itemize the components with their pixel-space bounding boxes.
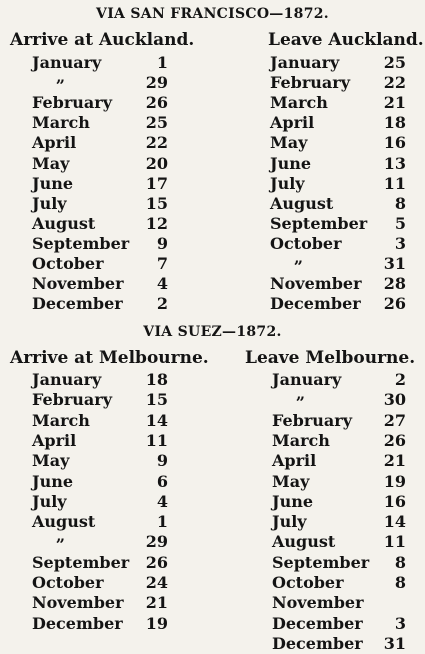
day-value: 29 [145,73,168,93]
day-value: 1 [156,512,168,532]
table-row [32,492,168,512]
day-value: 9 [156,233,168,253]
month-label: December [272,613,363,633]
month-label: December [272,633,363,653]
header-leave-auckland: Leave Auckland. [268,30,424,50]
table-row [32,174,168,194]
day-value: 26 [383,430,406,450]
day-value: 21 [145,593,168,613]
day-value: 24 [145,573,168,592]
month-label: June [270,153,312,173]
month-label: October [272,573,344,592]
day-value: 13 [383,153,406,173]
day-value: 5 [394,213,406,233]
table-row [32,274,168,294]
day-value: 26 [145,93,168,113]
day-value: 8 [394,552,406,572]
day-value: 14 [145,410,168,430]
table-row [272,384,406,410]
day-value: 22 [145,133,168,153]
day-value: 11 [383,532,406,552]
month-label: May [32,153,70,173]
table-row [32,194,168,214]
day-value: 6 [156,471,168,491]
table-row [272,593,406,613]
table-row [32,431,168,451]
month-label: March [32,410,90,430]
day-value: 16 [383,133,406,153]
table-row [270,73,406,93]
month-label: September [32,552,130,572]
header-arrive-auckland: Arrive at Auckland. [10,30,195,50]
table-row [270,113,406,133]
table-row [272,492,406,512]
table-row [32,573,168,593]
month-label: May [272,471,310,491]
day-value: 8 [394,193,406,213]
day-value: 25 [145,113,168,133]
day-value: 3 [394,613,406,633]
table-row [272,532,406,552]
table-row [32,294,168,314]
table-row [32,133,168,153]
month-label: February [272,410,353,430]
table-row [32,254,168,274]
table-row [32,113,168,133]
day-value: 4 [156,491,168,511]
month-label: February [32,390,113,410]
month-label: April [272,451,317,471]
table-row [32,93,168,113]
table-row [270,174,406,194]
table-row [32,512,168,532]
table-row [32,390,168,410]
table-row [272,370,406,390]
month-label: August [32,512,96,532]
day-value: 18 [145,370,168,389]
day-value: 31 [383,254,406,273]
day-value: 15 [145,193,168,213]
day-value: 30 [383,390,406,410]
day-value: 11 [383,173,406,193]
month-label: March [270,93,328,113]
day-value: 16 [383,491,406,511]
day-value: 21 [383,93,406,113]
table-row [270,154,406,174]
month-label: September [32,233,130,253]
month-label: June [32,173,74,193]
day-value: 27 [383,410,406,430]
month-label: March [272,430,330,450]
month-label: December [270,294,361,314]
month-label: February [270,73,351,93]
month-label: „ [56,67,66,87]
header-leave-melbourne: Leave Melbourne. [245,348,416,368]
month-label: January [272,370,342,389]
day-value: 11 [145,430,168,450]
month-label: July [32,193,67,213]
month-label: May [270,133,308,153]
table-row [272,553,406,573]
month-label: „ [56,526,66,546]
day-value: 25 [383,53,406,72]
day-value: 26 [145,552,168,572]
table-row [270,133,406,153]
day-value: 7 [156,254,168,273]
month-label: July [272,512,307,532]
day-value: 19 [383,471,406,491]
table-row [32,214,168,234]
month-label: „ [296,384,306,404]
day-value: 22 [383,73,406,93]
month-label: July [270,173,305,193]
table-row [270,194,406,214]
month-label: April [270,113,315,133]
table-row [32,593,168,613]
table-row [270,248,406,274]
table-row [272,573,406,593]
day-value: 14 [383,512,406,532]
month-label: August [32,213,96,233]
table-row [272,472,406,492]
month-label: February [32,93,113,113]
month-label: November [272,593,364,613]
table-row [270,294,406,314]
month-label: September [272,552,370,572]
day-value: 19 [145,613,168,633]
month-label: April [32,430,77,450]
table-row [32,411,168,431]
table-row [32,234,168,254]
day-value: 12 [145,213,168,233]
month-label: August [272,532,336,552]
day-value: 28 [383,274,406,294]
month-label: „ [294,248,304,267]
month-label: August [270,193,334,213]
table-row [272,512,406,532]
month-label: October [32,573,104,592]
table-row [32,614,168,634]
table-row [32,370,168,390]
month-label: December [32,613,123,633]
month-label: June [32,471,74,491]
table-row [272,431,406,451]
month-label: September [270,213,368,233]
month-label: November [32,593,124,613]
heading-suez: VIA SUEZ—1872. [143,324,282,340]
table-row [270,274,406,294]
month-label: December [32,294,123,314]
month-label: April [32,133,77,153]
month-label: January [32,53,102,72]
day-value: 15 [145,390,168,410]
table-row [32,526,168,552]
table-row [32,472,168,492]
table-row [272,614,406,634]
day-value: 20 [145,153,168,173]
table-row [32,553,168,573]
table-row [32,451,168,471]
day-value: 26 [383,294,406,314]
day-value: 29 [145,532,168,552]
month-label: May [32,451,70,471]
table-row [270,214,406,234]
day-value: 1 [156,53,168,72]
day-value: 3 [394,233,406,253]
heading-san-francisco: VIA SAN FRANCISCO—1872. [96,6,329,22]
day-value: 9 [156,451,168,471]
month-label: October [32,254,104,273]
table-row [270,234,406,254]
table-row [270,93,406,113]
table-row [32,53,168,73]
table-row [32,67,168,93]
day-value: 8 [394,573,406,592]
table-row [272,411,406,431]
month-label: November [270,274,362,294]
table-row [32,154,168,174]
day-value: 21 [383,451,406,471]
month-label: January [32,370,102,389]
day-value: 2 [394,370,406,389]
day-value: 2 [156,294,168,314]
month-label: July [32,491,67,511]
month-label: June [272,491,314,511]
day-value: 31 [383,633,406,653]
day-value: 17 [145,173,168,193]
day-value: 18 [383,113,406,133]
month-label: October [270,233,342,253]
table-row [270,53,406,73]
header-arrive-melbourne: Arrive at Melbourne. [10,348,209,368]
table-row [272,451,406,471]
month-label: January [270,53,340,72]
day-value: 4 [156,274,168,294]
month-label: March [32,113,90,133]
month-label: November [32,274,124,294]
